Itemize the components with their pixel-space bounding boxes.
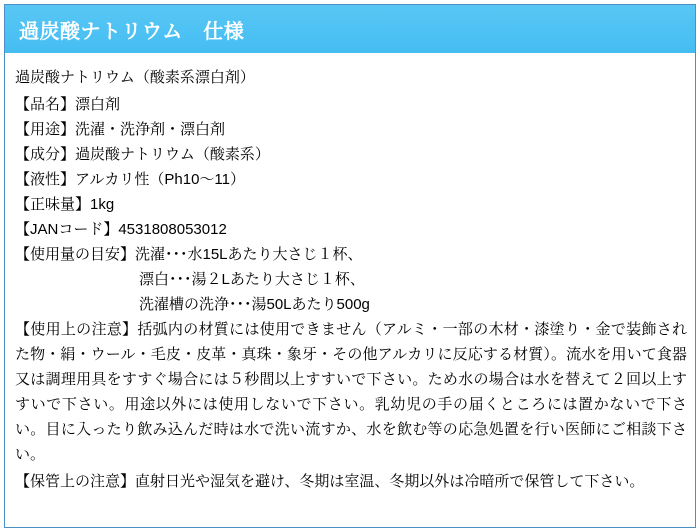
spec-line-jan-code: 【JANコード】4531808053012 xyxy=(15,221,227,238)
usage-amount-block xyxy=(15,242,687,317)
title-bar xyxy=(5,5,695,53)
spec-body xyxy=(5,53,695,527)
caution-paragraph: 【使用上の注意】括弧内の材質には使用できません（アルミ・一部の木材・漆塗り・金で装飾された物・絹・ウール・毛皮・皮革・真珠・象牙・その他アルカリに反応する材質）。流水を用いて食器又は調理用具をすすぐ場合には５秒間以上すすいで下さい。ため水の場合は水を替えて２回以上すすいで下さい。用途以外には使用しないで下さい。乳幼児の手の届くところには置かないで下さい。目に入ったり飲み込んだ時は水で洗い流すか、水を飲む等の応急処置を行い医師にご相談下さい。 xyxy=(15,321,687,463)
spec-line-ekisei: 【液性】アルカリ性（Ph10〜11） xyxy=(15,171,246,188)
usage-amount-label: 【使用量の目安】洗濯･･･水15Lあたり大さじ１杯、 xyxy=(15,246,363,263)
document-frame xyxy=(4,4,696,528)
product-heading: 過炭酸ナトリウム（酸素系漂白剤） xyxy=(15,69,255,86)
page-title: 過炭酸ナトリウム 仕様 xyxy=(19,20,245,43)
usage-amount-line-drum-clean: 洗濯槽の洗浄･･･湯50Lあたり500g xyxy=(139,296,370,313)
spec-line-seibun: 【成分】過炭酸ナトリウム（酸素系） xyxy=(15,146,270,163)
usage-amount-line-bleach: 漂白･･･湯２Lあたり大さじ１杯、 xyxy=(139,271,365,288)
storage-paragraph: 【保管上の注意】直射日光や湿気を避け、冬期は室温、冬期以外は冷暗所で保管して下さい。 xyxy=(15,473,645,490)
spec-line-shomiryo: 【正味量】1kg xyxy=(15,196,115,213)
spec-line-youto: 【用途】洗濯・洗浄剤・漂白剤 xyxy=(15,121,226,138)
spec-line-hinmei: 【品名】漂白剤 xyxy=(15,96,121,113)
